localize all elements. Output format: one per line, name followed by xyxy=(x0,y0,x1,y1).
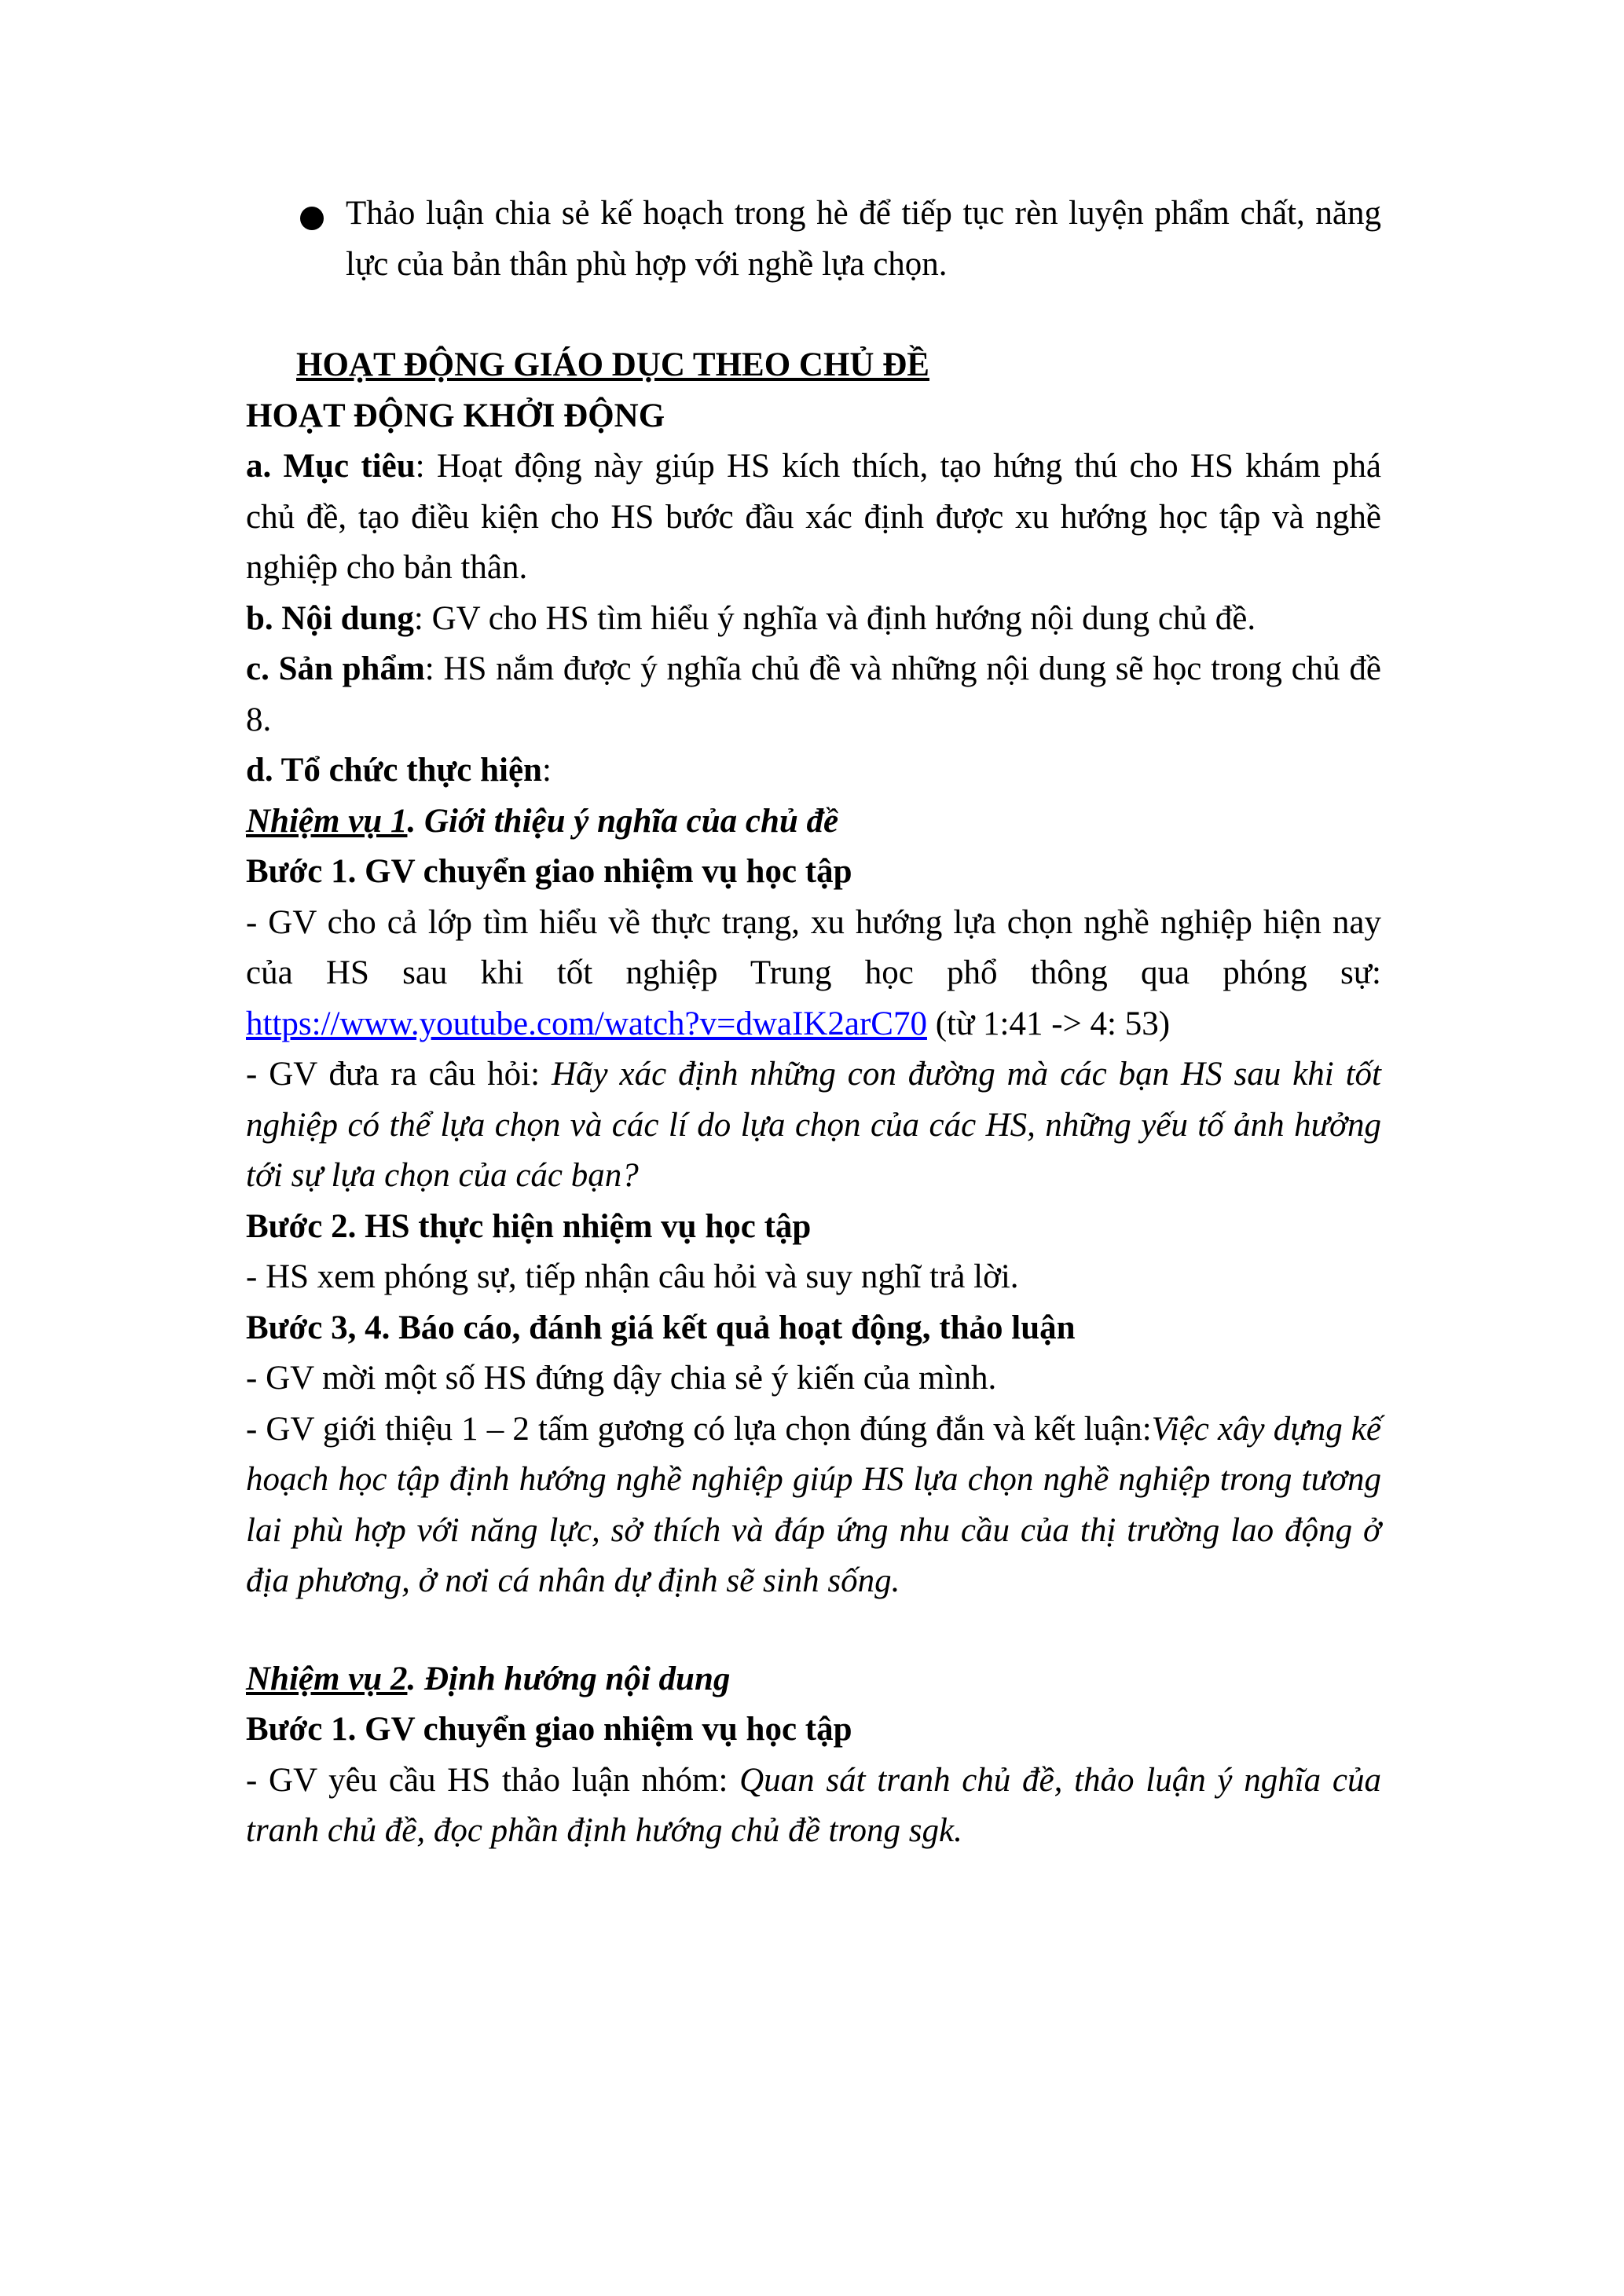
task1-step34-heading: Bước 3, 4. Báo cáo, đánh giá kết quả hoạt động, thảo luận xyxy=(246,1309,1076,1346)
san-pham-paragraph xyxy=(246,644,1381,745)
task1-label: Nhiệm vụ 1 xyxy=(246,802,408,840)
bullet-dot-icon xyxy=(300,207,324,230)
task1-step1-text: - GV cho cả lớp tìm hiểu về thực trạng, xu hướng lựa chọn nghề nghiệp hiện nay của HS sau khi tốt nghiệp Trung học phổ thông qua phóng sự: xyxy=(246,903,1381,991)
activity-title: HOẠT ĐỘNG KHỞI ĐỘNG xyxy=(246,397,665,434)
task2-step1-line xyxy=(246,1756,1381,1857)
san-pham-label: c. Sản phẩm xyxy=(246,650,425,687)
muc-tieu-label: a. Mục tiêu xyxy=(246,448,416,485)
task2-instruction: Quan sát tranh chủ đề, thảo luận ý nghĩa của tranh chủ đề, đọc phần định hướng chủ đề trong sgk. xyxy=(246,1761,1381,1849)
task1-title: . Giới thiệu ý nghĩa của chủ đề xyxy=(407,802,839,840)
bullet-text: Thảo luận chia sẻ kế hoạch trong hè để tiếp tục rèn luyện phẩm chất, năng lực của bản thân phù hợp với nghề lựa chọn. xyxy=(346,195,1381,283)
youtube-link[interactable]: https://www.youtube.com/watch?v=dwaIK2arC70 xyxy=(246,1005,927,1042)
spacer xyxy=(246,290,1381,340)
noi-dung-paragraph xyxy=(246,594,1381,645)
muc-tieu-text: : Hoạt động này giúp HS kích thích, tạo hứng thú cho HS khám phá chủ đề, tạo điều kiện cho HS bước đầu xác định được xu hướng học tập và nghề nghiệp cho bản thân. xyxy=(246,448,1381,586)
task1-heading xyxy=(246,796,1381,848)
document-page xyxy=(246,189,1381,1857)
conclusion-prefix: - GV giới thiệu 1 – 2 tấm gương có lựa chọn đúng đắn và kết luận: xyxy=(246,1410,1152,1448)
section-title: HOẠT ĐỘNG GIÁO DỤC THEO CHỦ ĐỀ xyxy=(296,346,929,383)
task1-step1-line1 xyxy=(246,898,1381,1050)
task1-step34-line2 xyxy=(246,1404,1381,1607)
bullet-item xyxy=(246,189,1381,290)
to-chuc-text: : xyxy=(541,752,552,789)
san-pham-text: : HS nắm được ý nghĩa chủ đề và những nội dung sẽ học trong chủ đề 8. xyxy=(246,650,1381,738)
question-prefix: - GV đưa ra câu hỏi: xyxy=(246,1056,552,1093)
task1-step34-line1: - GV mời một số HS đứng dậy chia sẻ ý kiến của mình. xyxy=(246,1360,997,1397)
noi-dung-label: b. Nội dung xyxy=(246,599,414,637)
task1-step1-question xyxy=(246,1049,1381,1202)
to-chuc-paragraph xyxy=(246,745,1381,796)
task2-heading xyxy=(246,1654,1381,1705)
task1-step2-heading: Bước 2. HS thực hiện nhiệm vụ học tập xyxy=(246,1207,812,1245)
task2-prefix: - GV yêu cầu HS thảo luận nhóm: xyxy=(246,1761,740,1799)
task2-step1-heading: Bước 1. GV chuyển giao nhiệm vụ học tập xyxy=(246,1711,852,1748)
task1-step1-heading: Bước 1. GV chuyển giao nhiệm vụ học tập xyxy=(246,853,852,890)
conclusion-text: Việc xây dựng kế hoạch học tập định hướng nghề nghiệp giúp HS lựa chọn nghề nghiệp trong tương lai phù hợp với năng lực, sở thích và đáp ứng nhu cầu của thị trường lao động ở địa phương, ở nơi cá nhân dự định sẽ sinh sống. xyxy=(246,1410,1381,1599)
to-chuc-label: d. Tổ chức thực hiện xyxy=(246,752,542,789)
spacer xyxy=(246,1607,1381,1654)
task1-step2-line: - HS xem phóng sự, tiếp nhận câu hỏi và suy nghĩ trả lời. xyxy=(246,1258,1019,1295)
task2-label: Nhiệm vụ 2 xyxy=(246,1660,408,1697)
question-text: Hãy xác định những con đường mà các bạn HS sau khi tốt nghiệp có thể lựa chọn và các lí do lựa chọn của các HS, những yếu tố ảnh hưởng tới sự lựa chọn của các bạn? xyxy=(246,1056,1381,1194)
task2-title: . Định hướng nội dung xyxy=(407,1660,731,1697)
muc-tieu-paragraph xyxy=(246,441,1381,594)
noi-dung-text: : GV cho HS tìm hiểu ý nghĩa và định hướng nội dung chủ đề. xyxy=(413,599,1256,637)
link-time-range: (từ 1:41 -> 4: 53) xyxy=(926,1005,1171,1042)
